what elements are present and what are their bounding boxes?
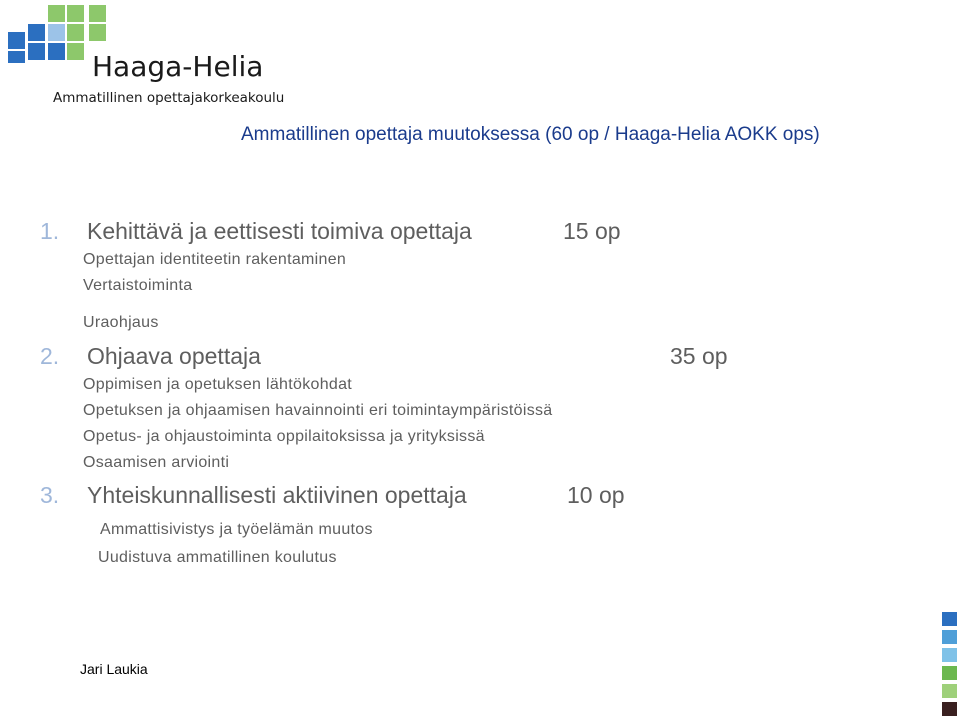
logo-square [67,43,84,60]
logo-square [28,43,45,60]
logo-square [89,24,106,41]
logo-square [67,24,84,41]
logo-square [8,51,25,63]
logo-name: Haaga-Helia [92,50,264,83]
section-item: Vertaistoiminta [83,277,193,294]
logo-square [89,5,106,22]
section-number: 3. [40,482,60,508]
section-item: Opetus- ja ohjaustoiminta oppilaitoksissa ja yrityksissä [83,428,485,445]
section-item: Osaamisen arviointi [83,454,230,471]
decor-square [942,702,957,716]
section-item: Uraohjaus [83,314,159,331]
section-item: Ammattisivistys ja työelämän muutos [100,521,373,538]
logo-square [67,5,84,22]
logo-square [48,43,65,60]
section-item: Uudistuva ammatillinen koulutus [98,549,337,566]
section-title: Kehittävä ja eettisesti toimiva opettaja [87,218,472,244]
decor-square [942,612,957,626]
author-name: Jari Laukia [80,661,148,677]
decor-square [942,630,957,644]
slide-subtitle: Ammatillinen opettaja muutoksessa (60 op / Haaga-Helia AOKK ops) [241,124,820,145]
section-number: 1. [40,218,60,244]
section-item: Opetuksen ja ohjaamisen havainnointi eri toimintaympäristöissä [83,402,553,419]
section-number: 2. [40,343,60,369]
decor-square [942,684,957,698]
section-credits: 15 op [563,218,621,244]
logo-square [28,24,45,41]
section-item: Opettajan identiteetin rakentaminen [83,251,347,268]
logo-square [48,5,65,22]
logo-square [8,32,25,49]
decor-square [942,648,957,662]
decor-square [942,666,957,680]
section-title: Yhteiskunnallisesti aktiivinen opettaja [87,482,467,508]
logo-square [48,24,65,41]
section-credits: 10 op [567,482,625,508]
section-credits: 35 op [670,343,728,369]
section-title: Ohjaava opettaja [87,343,261,369]
section-item: Oppimisen ja opetuksen lähtökohdat [83,376,353,393]
logo-subtitle: Ammatillinen opettajakorkeakoulu [53,90,285,106]
